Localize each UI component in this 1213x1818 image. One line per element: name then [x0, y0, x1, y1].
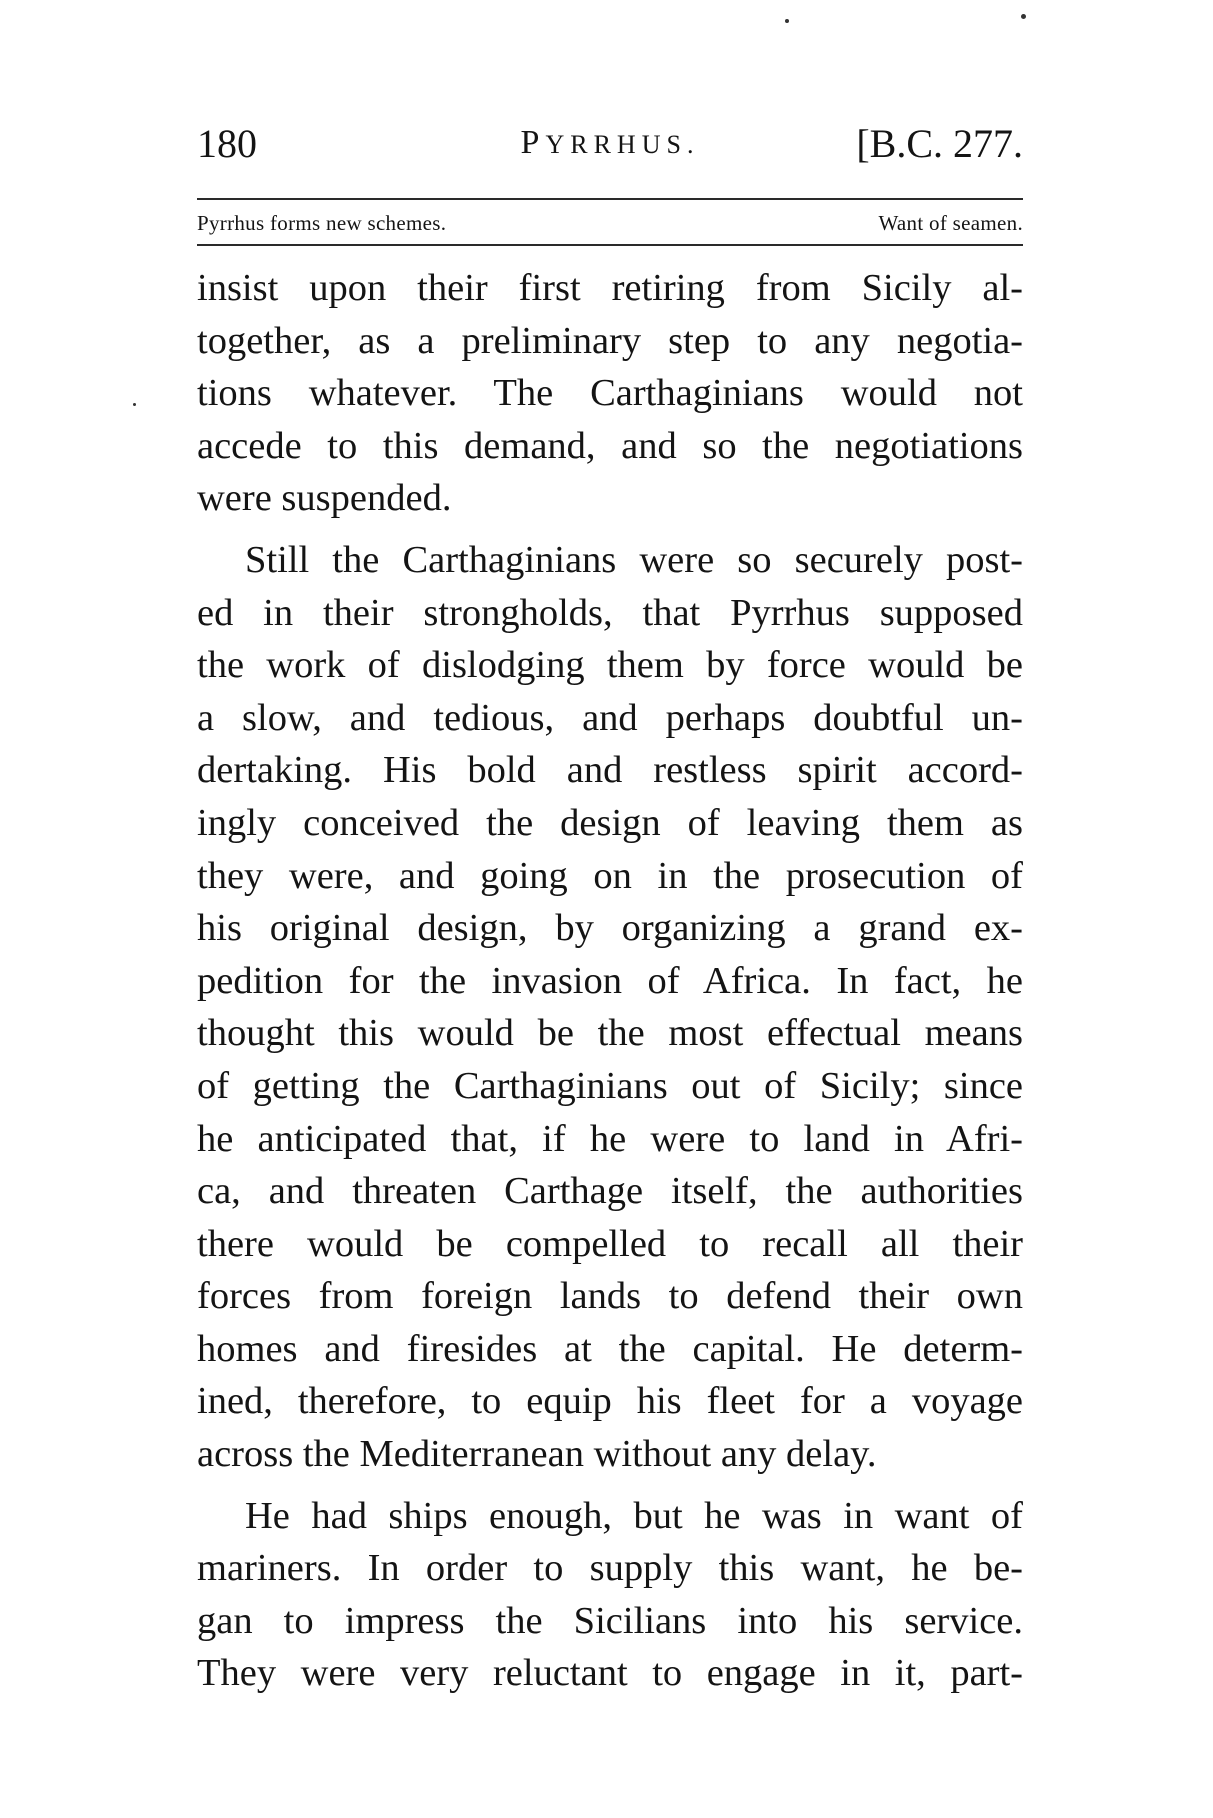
sidenote-right: Want of seamen. [878, 211, 1023, 235]
text-line: together, as a preliminary step to any negotia- [197, 319, 1023, 362]
text-line: thought this would be the most effectual means [197, 1012, 1023, 1055]
running-title-rest: YRRHUS. [545, 130, 700, 159]
text-line: his original design, by organizing a grand ex- [197, 907, 1023, 950]
sidenote-left: Pyrrhus forms new schemes. [197, 211, 447, 235]
text-line: homes and firesides at the capital. He determ- [197, 1327, 1023, 1370]
paragraph [197, 534, 1023, 1481]
text-line: ca, and threaten Carthage itself, the authorities [197, 1170, 1023, 1213]
text-line: insist upon their first retiring from Sicily al- [197, 267, 1023, 309]
text-line: were suspended. [197, 477, 452, 520]
text-line: They were very reluctant to engage in it, part- [197, 1652, 1023, 1695]
page-header [197, 120, 1023, 180]
header-rule-bottom [197, 244, 1023, 246]
text-line: the work of dislodging them by force would be [197, 644, 1023, 687]
paragraph [197, 262, 1023, 525]
text-line: Still the Carthaginians were so securely post- [245, 538, 1023, 581]
text-line: pedition for the invasion of Africa. In fact, he [197, 959, 1023, 1002]
scan-speck [133, 403, 136, 406]
running-title-initial: P [520, 124, 546, 161]
paragraph-gap [197, 525, 1023, 534]
body-text [197, 262, 1023, 1700]
text-line: mariners. In order to supply this want, he be- [197, 1547, 1023, 1590]
text-line: tions whatever. The Carthaginians would not [197, 372, 1023, 415]
text-line: he anticipated that, if he were to land in Afri- [197, 1117, 1023, 1160]
text-line: accede to this demand, and so the negotiations [197, 424, 1023, 467]
header-rule-top [197, 198, 1023, 200]
scan-speck [785, 19, 789, 23]
text-line: there would be compelled to recall all their [197, 1222, 1023, 1265]
text-line: a slow, and tedious, and perhaps doubtful un- [197, 696, 1023, 739]
paragraph-gap [197, 1481, 1023, 1490]
text-line: forces from foreign lands to defend their own [197, 1275, 1023, 1318]
text-line: ed in their strongholds, that Pyrrhus supposed [197, 591, 1023, 634]
text-line: they were, and going on in the prosecution of [197, 854, 1023, 897]
text-line: across the Mediterranean without any delay. [197, 1433, 877, 1476]
text-line: ined, therefore, to equip his fleet for a voyage [197, 1380, 1023, 1423]
page-number: 180 [197, 121, 257, 166]
text-line: gan to impress the Sicilians into his service. [197, 1599, 1023, 1642]
text-line: dertaking. His bold and restless spirit accord- [197, 749, 1023, 792]
marginal-notes [197, 211, 1023, 239]
paragraph [197, 1490, 1023, 1700]
era-date: [B.C. 277. [856, 121, 1023, 166]
text-line: of getting the Carthaginians out of Sicily; since [197, 1064, 1023, 1107]
scan-speck [1021, 14, 1026, 19]
text-line: ingly conceived the design of leaving them as [197, 801, 1023, 844]
text-line: He had ships enough, but he was in want of [245, 1494, 1023, 1537]
